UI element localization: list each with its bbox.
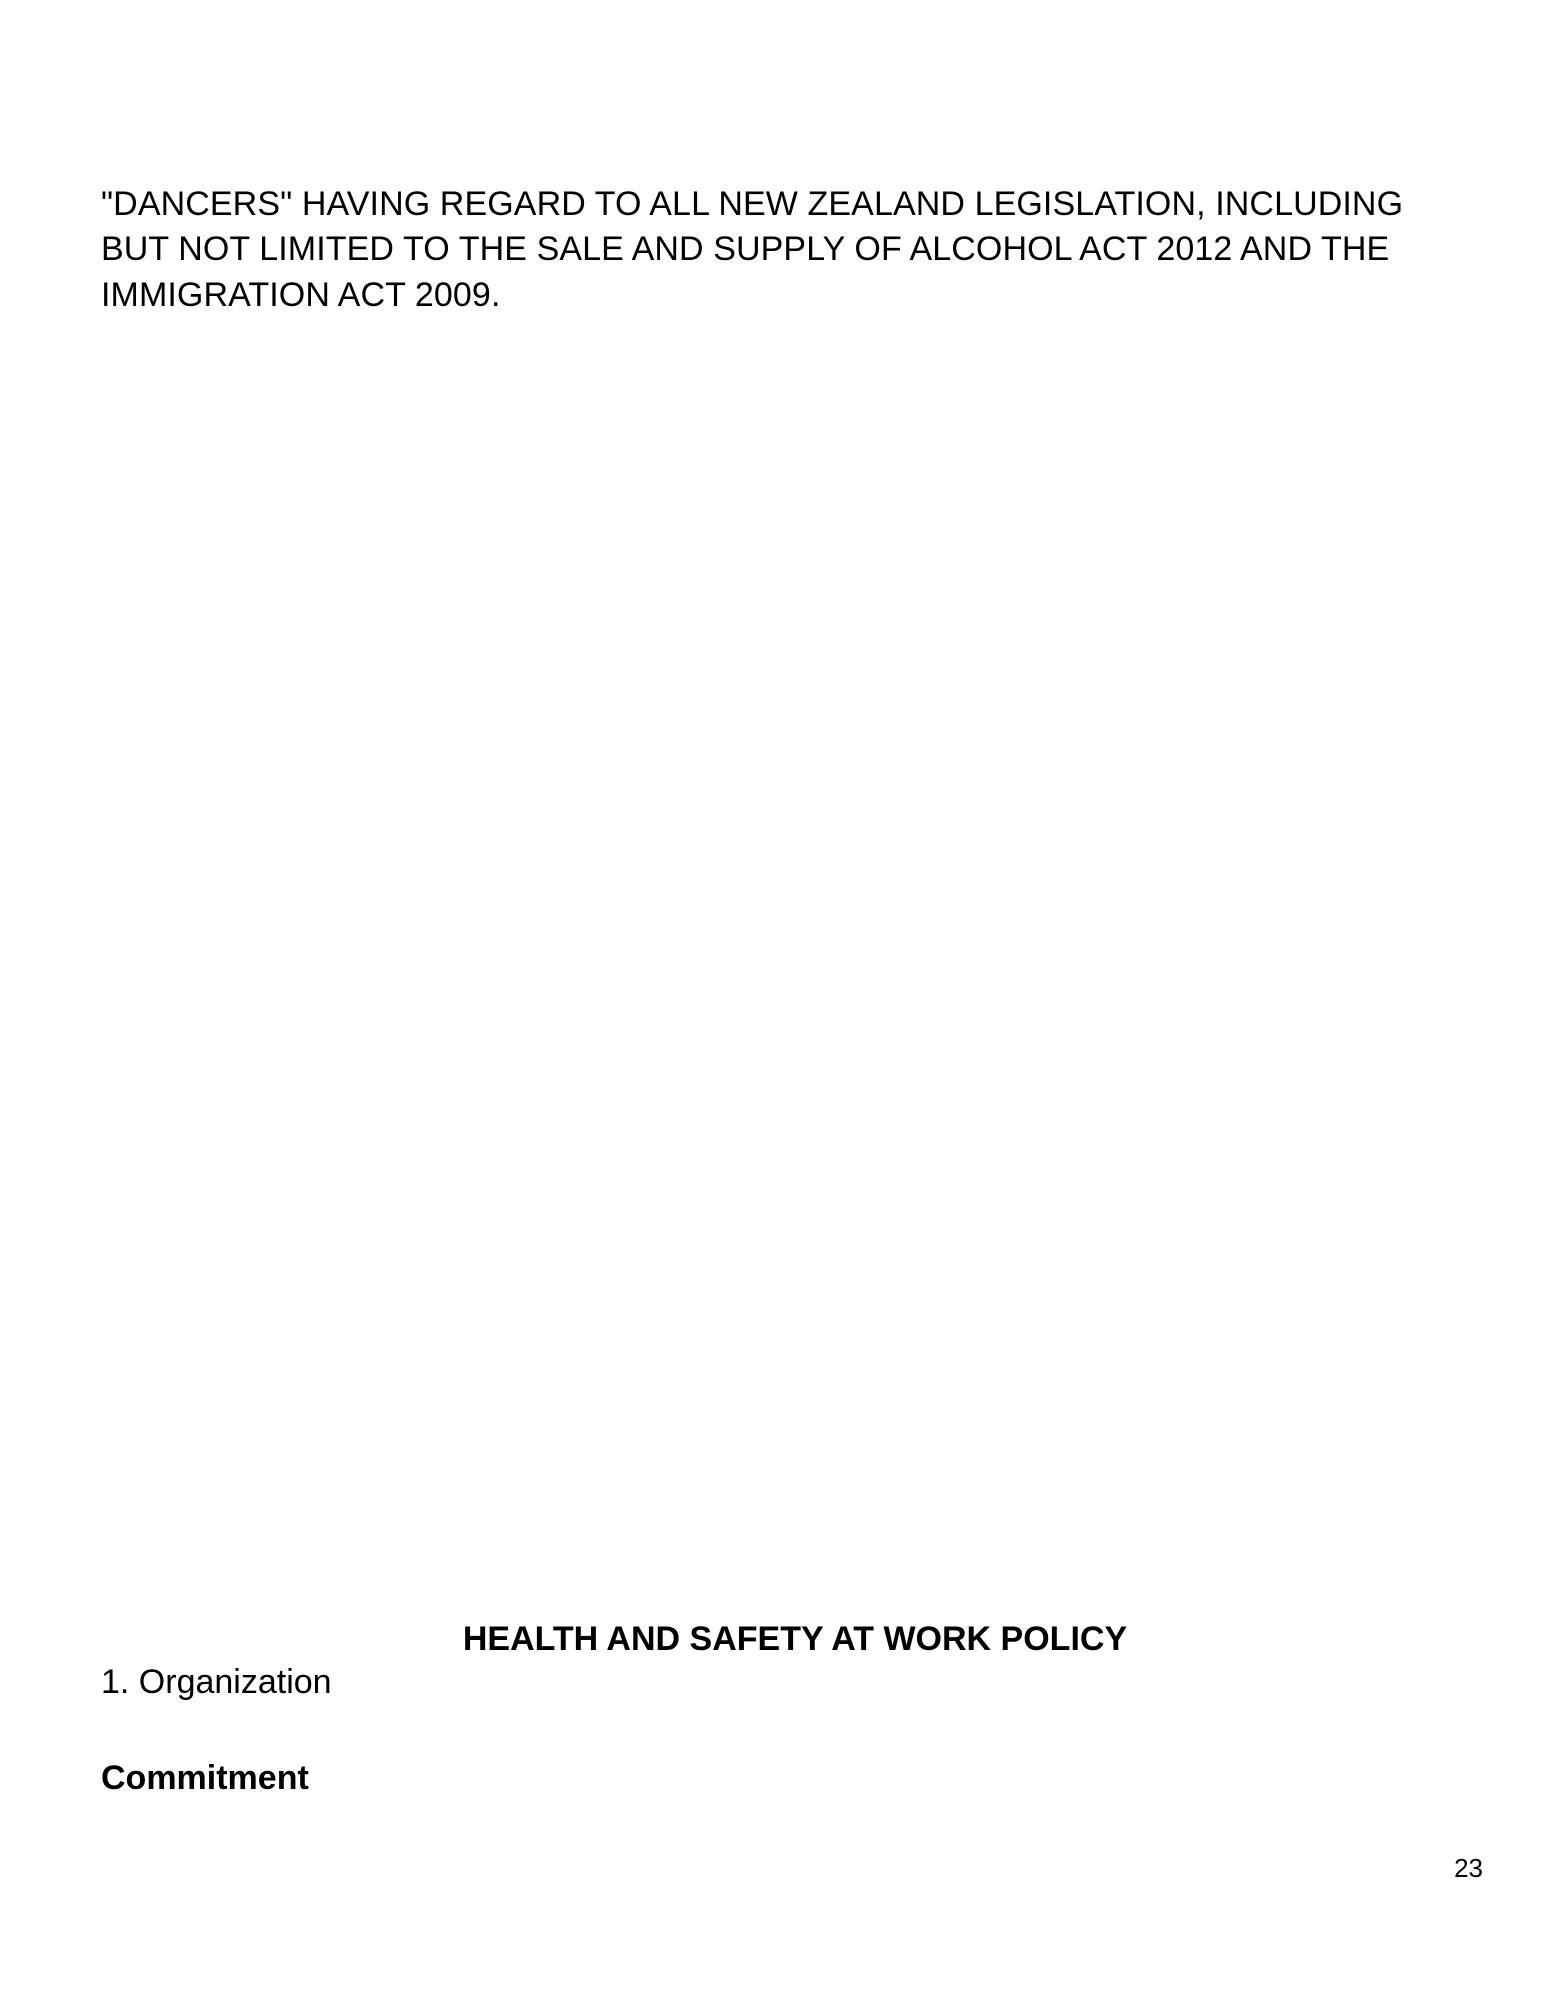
- section-title: HEALTH AND SAFETY AT WORK POLICY: [462, 1620, 1128, 1658]
- list-item-organization: 1. Organization: [101, 1663, 332, 1701]
- page-number: 23: [1454, 1853, 1483, 1883]
- paragraph-line: BUT NOT LIMITED TO THE SALE AND SUPPLY OF ALCOHOL ACT 2012 AND THE: [101, 230, 1390, 268]
- subheading-commitment: Commitment: [101, 1759, 309, 1797]
- paragraph-line: IMMIGRATION ACT 2009.: [101, 276, 501, 314]
- paragraph-line: "DANCERS" HAVING REGARD TO ALL NEW ZEALAND LEGISLATION, INCLUDING: [101, 185, 1404, 223]
